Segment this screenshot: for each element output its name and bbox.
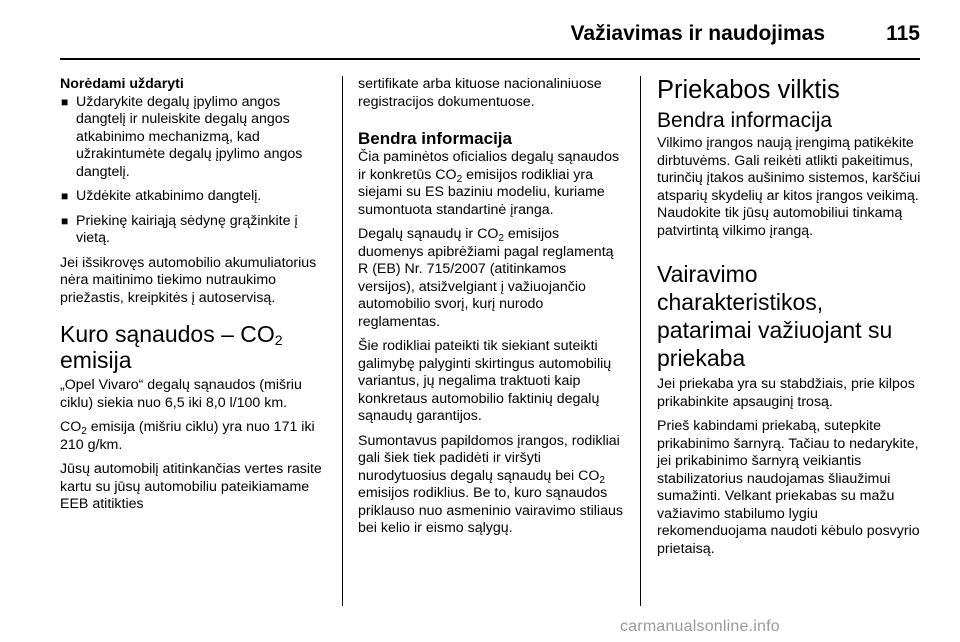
fuel-consumption-heading: Kuro sąnaudos – $CO_2$ emisija bbox=[60, 321, 283, 373]
comparison-paragraph: Šie rodikliai pateikti tik siekiant suteikti galimybę palyginti skirtingus automobilių variantus, jų negalima traktuoti kaip konkretaus automobilio faktinių degalų sąnaudų garantijos. bbox=[358, 338, 612, 424]
column-2 bbox=[358, 76, 626, 545]
battery-paragraph: Jei išsikrovęs automobilio akumuliatorius nėra maitinimo tiekimo nutraukimo priežastis, kreipkitės į autoservisą. bbox=[60, 254, 317, 306]
close-label: Norėdami uždaryti bbox=[60, 76, 184, 92]
section-title: Važiavimas ir naudojimas bbox=[570, 22, 825, 45]
column-divider-1 bbox=[342, 76, 343, 606]
official-consumption-paragraph: Čia paminėtos oficialios degalų sąnaudos ir konkretūs $CO_2$ emisijos rodikliai yra siejami su ES baziniu modeliu, kuriame sumontuota standartinė įranga. bbox=[358, 149, 620, 218]
list-item: ■ Priekinę kairiąją sėdynę grąžinkite į vietą. bbox=[61, 212, 298, 246]
header-rule bbox=[60, 58, 920, 60]
list-item: ■ Uždėkite atkabinimo dangtelį. bbox=[61, 188, 262, 204]
coupling-paragraph: Prieš kabindami priekabą, sutepkite prikabinimo šarnyrą. Tačiau to nedarykite, jei prikabinimo šarnyrą veikiantis stabilizatorius naudojamas šliaužimui sumažinti. Velkant priekabas su mažu važiavimo stabilumo lygiu rekomenduojama naudoti kėbulo posvyrio prietaisą. bbox=[657, 418, 920, 557]
column-1 bbox=[60, 76, 330, 521]
co2-paragraph: $CO_2$ emisija (mišriu ciklu) yra nuo 171 iki 210 g/km. bbox=[60, 419, 315, 453]
certificate-paragraph: sertifikate arba kituose nacionaliniuose registracijos dokumentuose. bbox=[358, 76, 602, 110]
list-item: ■ Uždarykite degalų įpylimo angos dangtelį ir nuleiskite degalų angos atkabinimo mechanizmą, kad užrakintumėte degalų įpylimo angos dangtelį. bbox=[61, 93, 303, 180]
values-paragraph: Jūsų automobilį atitinkančias vertes rasite kartu su jūsų automobiliu pateikiamame EEB atitikties bbox=[60, 461, 322, 512]
bullet-icon: ■ bbox=[61, 189, 69, 203]
page-header bbox=[60, 18, 920, 58]
bullet-icon: ■ bbox=[61, 94, 69, 109]
column-3 bbox=[657, 76, 922, 565]
close-steps-list bbox=[60, 94, 330, 248]
general-info-heading: Bendra informacija bbox=[657, 109, 833, 132]
bullet-icon: ■ bbox=[61, 213, 69, 228]
column-divider-2 bbox=[640, 76, 641, 606]
towing-equipment-paragraph: Vilkimo įrangos naują įrengimą patikėkite dirbtuvėms. Gali reikėti atlikti pakeitimus, turinčių įtakos aušinimo sistemos, karščiui atsparių skydelių ar kitos įrangos veikimą. Naudokite tik jūsų automobiliui tinkamą patvirtintą vilkimo įrangą. bbox=[657, 135, 921, 239]
safety-cable-paragraph: Jei priekaba yra su stabdžiais, prie kilpos prikabinkite apsauginį trosą. bbox=[657, 376, 915, 410]
regulation-paragraph: Degalų sąnaudų ir $CO_2$ emisijos duomenys apibrėžiami pagal reglamentą R (EB) Nr. 715/2007 (atitinkamos versijos), atsižvelgiant į važiuojančio automobilio svorį, kurį nurodo reglamentas. bbox=[358, 226, 614, 330]
page-number: 115 bbox=[886, 22, 920, 45]
equipment-paragraph: Sumontavus papildomos įrangos, rodikliai gali šiek tiek padidėti ir viršyti nurodytuosius degalų sąnaudų bei $CO_2$ emisijos rodiklius. Be to, kuro sąnaudos priklauso nuo asmeninio vairavimo stiliaus bei kelio ir eismo sąlygų. bbox=[358, 432, 623, 536]
general-info-heading: Bendra informacija bbox=[358, 129, 512, 148]
consumption-paragraph: „Opel Vivaro“ degalų sąnaudos (mišriu ciklu) siekia nuo 6,5 iki 8,0 l/100 km. bbox=[60, 377, 302, 411]
watermark: carmanualsonline.info bbox=[620, 618, 780, 635]
driving-characteristics-heading: Vairavimo charakteristikos, patarimai važiuojant su priekaba bbox=[657, 261, 893, 371]
trailer-towing-heading: Priekabos vilktis bbox=[657, 76, 840, 104]
